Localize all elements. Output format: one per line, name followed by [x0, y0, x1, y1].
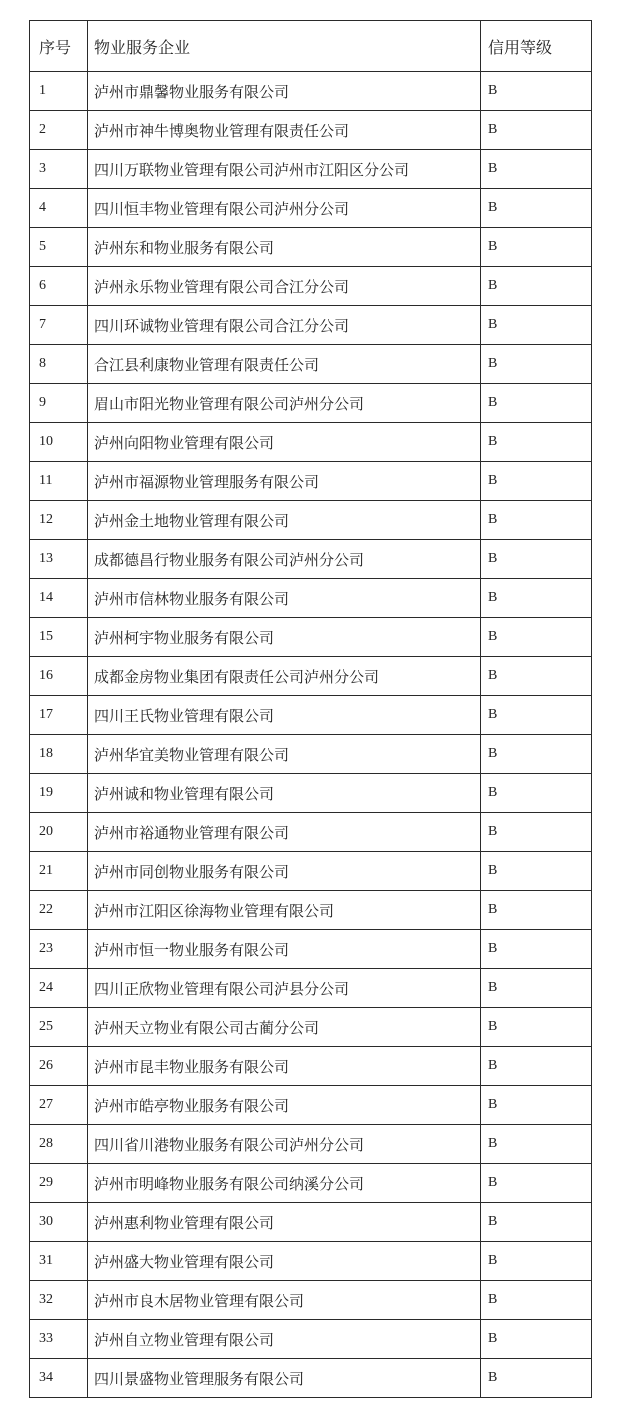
row-index-cell: 33: [30, 1320, 88, 1359]
row-index-cell: 28: [30, 1125, 88, 1164]
table-row: [30, 774, 592, 813]
table-row: [30, 891, 592, 930]
company-name-cell: 泸州市皓亭物业服务有限公司: [88, 1086, 481, 1125]
row-index-cell: 7: [30, 306, 88, 345]
row-index-cell: 11: [30, 462, 88, 501]
row-index-cell: 26: [30, 1047, 88, 1086]
table-row: [30, 735, 592, 774]
company-name-cell: 四川环诚物业管理有限公司合江分公司: [88, 306, 481, 345]
company-name-cell: 泸州华宜美物业管理有限公司: [88, 735, 481, 774]
header-row: [30, 21, 592, 72]
table-row: [30, 813, 592, 852]
table-row: [30, 501, 592, 540]
row-index-cell: 15: [30, 618, 88, 657]
company-name-cell: 泸州向阳物业管理有限公司: [88, 423, 481, 462]
credit-grade-cell: B: [481, 735, 592, 774]
company-name-cell: 泸州永乐物业管理有限公司合江分公司: [88, 267, 481, 306]
company-name-cell: 成都金房物业集团有限责任公司泸州分公司: [88, 657, 481, 696]
table-row: [30, 1125, 592, 1164]
row-index-cell: 8: [30, 345, 88, 384]
row-index-cell: 24: [30, 969, 88, 1008]
table-row: [30, 1008, 592, 1047]
column-header-company: 物业服务企业: [88, 21, 481, 72]
credit-grade-cell: B: [481, 657, 592, 696]
credit-rating-table: [29, 20, 592, 1398]
row-index-cell: 25: [30, 1008, 88, 1047]
table-row: [30, 345, 592, 384]
table-row: [30, 969, 592, 1008]
company-name-cell: 泸州东和物业服务有限公司: [88, 228, 481, 267]
table-row: [30, 852, 592, 891]
company-name-cell: 泸州市福源物业管理服务有限公司: [88, 462, 481, 501]
credit-grade-cell: B: [481, 1086, 592, 1125]
company-name-cell: 泸州市神牛博奥物业管理有限责任公司: [88, 111, 481, 150]
table-row: [30, 306, 592, 345]
company-name-cell: 泸州市裕通物业管理有限公司: [88, 813, 481, 852]
credit-grade-cell: B: [481, 423, 592, 462]
table-row: [30, 72, 592, 111]
credit-grade-cell: B: [481, 1047, 592, 1086]
credit-grade-cell: B: [481, 813, 592, 852]
row-index-cell: 31: [30, 1242, 88, 1281]
table-row: [30, 1242, 592, 1281]
credit-grade-cell: B: [481, 1008, 592, 1047]
company-name-cell: 泸州惠利物业管理有限公司: [88, 1203, 481, 1242]
company-name-cell: 泸州市良木居物业管理有限公司: [88, 1281, 481, 1320]
column-header-grade: 信用等级: [481, 21, 592, 72]
credit-grade-cell: B: [481, 774, 592, 813]
credit-grade-cell: B: [481, 852, 592, 891]
table-row: [30, 228, 592, 267]
table-row: [30, 540, 592, 579]
credit-grade-cell: B: [481, 189, 592, 228]
table-row: [30, 579, 592, 618]
credit-grade-cell: B: [481, 1203, 592, 1242]
table-row: [30, 150, 592, 189]
company-name-cell: 眉山市阳光物业管理有限公司泸州分公司: [88, 384, 481, 423]
company-name-cell: 成都德昌行物业服务有限公司泸州分公司: [88, 540, 481, 579]
credit-grade-cell: B: [481, 306, 592, 345]
credit-grade-cell: B: [481, 891, 592, 930]
company-name-cell: 泸州市恒一物业服务有限公司: [88, 930, 481, 969]
row-index-cell: 16: [30, 657, 88, 696]
table-row: [30, 384, 592, 423]
credit-grade-cell: B: [481, 111, 592, 150]
company-name-cell: 泸州市昆丰物业服务有限公司: [88, 1047, 481, 1086]
company-name-cell: 泸州市江阳区徐海物业管理有限公司: [88, 891, 481, 930]
row-index-cell: 30: [30, 1203, 88, 1242]
row-index-cell: 27: [30, 1086, 88, 1125]
row-index-cell: 14: [30, 579, 88, 618]
credit-grade-cell: B: [481, 384, 592, 423]
credit-grade-cell: B: [481, 1242, 592, 1281]
row-index-cell: 18: [30, 735, 88, 774]
table-row: [30, 1047, 592, 1086]
credit-grade-cell: B: [481, 501, 592, 540]
table-row: [30, 423, 592, 462]
row-index-cell: 9: [30, 384, 88, 423]
company-name-cell: 四川正欣物业管理有限公司泸县分公司: [88, 969, 481, 1008]
table-body: [30, 72, 592, 1398]
row-index-cell: 29: [30, 1164, 88, 1203]
credit-grade-cell: B: [481, 696, 592, 735]
company-name-cell: 泸州柯宇物业服务有限公司: [88, 618, 481, 657]
table-row: [30, 1281, 592, 1320]
column-header-index: 序号: [30, 21, 88, 72]
credit-grade-cell: B: [481, 1281, 592, 1320]
credit-grade-cell: B: [481, 462, 592, 501]
company-name-cell: 泸州天立物业有限公司古蔺分公司: [88, 1008, 481, 1047]
row-index-cell: 6: [30, 267, 88, 306]
table-row: [30, 1086, 592, 1125]
row-index-cell: 21: [30, 852, 88, 891]
table-row: [30, 267, 592, 306]
row-index-cell: 20: [30, 813, 88, 852]
table-row: [30, 657, 592, 696]
credit-grade-cell: B: [481, 618, 592, 657]
credit-grade-cell: B: [481, 150, 592, 189]
row-index-cell: 10: [30, 423, 88, 462]
row-index-cell: 3: [30, 150, 88, 189]
row-index-cell: 34: [30, 1359, 88, 1398]
company-name-cell: 四川景盛物业管理服务有限公司: [88, 1359, 481, 1398]
credit-grade-cell: B: [481, 930, 592, 969]
company-name-cell: 泸州自立物业管理有限公司: [88, 1320, 481, 1359]
row-index-cell: 12: [30, 501, 88, 540]
credit-grade-cell: B: [481, 1164, 592, 1203]
credit-rating-table-container: [29, 20, 591, 1398]
table-row: [30, 930, 592, 969]
credit-grade-cell: B: [481, 1320, 592, 1359]
credit-grade-cell: B: [481, 267, 592, 306]
row-index-cell: 23: [30, 930, 88, 969]
row-index-cell: 4: [30, 189, 88, 228]
company-name-cell: 泸州金土地物业管理有限公司: [88, 501, 481, 540]
company-name-cell: 四川省川港物业服务有限公司泸州分公司: [88, 1125, 481, 1164]
company-name-cell: 四川万联物业管理有限公司泸州市江阳区分公司: [88, 150, 481, 189]
credit-grade-cell: B: [481, 969, 592, 1008]
row-index-cell: 5: [30, 228, 88, 267]
table-row: [30, 1203, 592, 1242]
company-name-cell: 泸州市明峰物业服务有限公司纳溪分公司: [88, 1164, 481, 1203]
row-index-cell: 13: [30, 540, 88, 579]
credit-grade-cell: B: [481, 72, 592, 111]
table-row: [30, 696, 592, 735]
row-index-cell: 2: [30, 111, 88, 150]
row-index-cell: 1: [30, 72, 88, 111]
credit-grade-cell: B: [481, 1359, 592, 1398]
table-row: [30, 1359, 592, 1398]
row-index-cell: 17: [30, 696, 88, 735]
table-header: [30, 21, 592, 72]
credit-grade-cell: B: [481, 540, 592, 579]
table-row: [30, 618, 592, 657]
company-name-cell: 泸州市信林物业服务有限公司: [88, 579, 481, 618]
table-row: [30, 111, 592, 150]
company-name-cell: 泸州市同创物业服务有限公司: [88, 852, 481, 891]
row-index-cell: 19: [30, 774, 88, 813]
table-row: [30, 462, 592, 501]
company-name-cell: 四川王氏物业管理有限公司: [88, 696, 481, 735]
row-index-cell: 32: [30, 1281, 88, 1320]
table-row: [30, 189, 592, 228]
credit-grade-cell: B: [481, 579, 592, 618]
company-name-cell: 泸州盛大物业管理有限公司: [88, 1242, 481, 1281]
table-row: [30, 1164, 592, 1203]
company-name-cell: 泸州诚和物业管理有限公司: [88, 774, 481, 813]
credit-grade-cell: B: [481, 1125, 592, 1164]
company-name-cell: 四川恒丰物业管理有限公司泸州分公司: [88, 189, 481, 228]
company-name-cell: 泸州市鼎馨物业服务有限公司: [88, 72, 481, 111]
table-row: [30, 1320, 592, 1359]
credit-grade-cell: B: [481, 228, 592, 267]
credit-grade-cell: B: [481, 345, 592, 384]
row-index-cell: 22: [30, 891, 88, 930]
company-name-cell: 合江县利康物业管理有限责任公司: [88, 345, 481, 384]
